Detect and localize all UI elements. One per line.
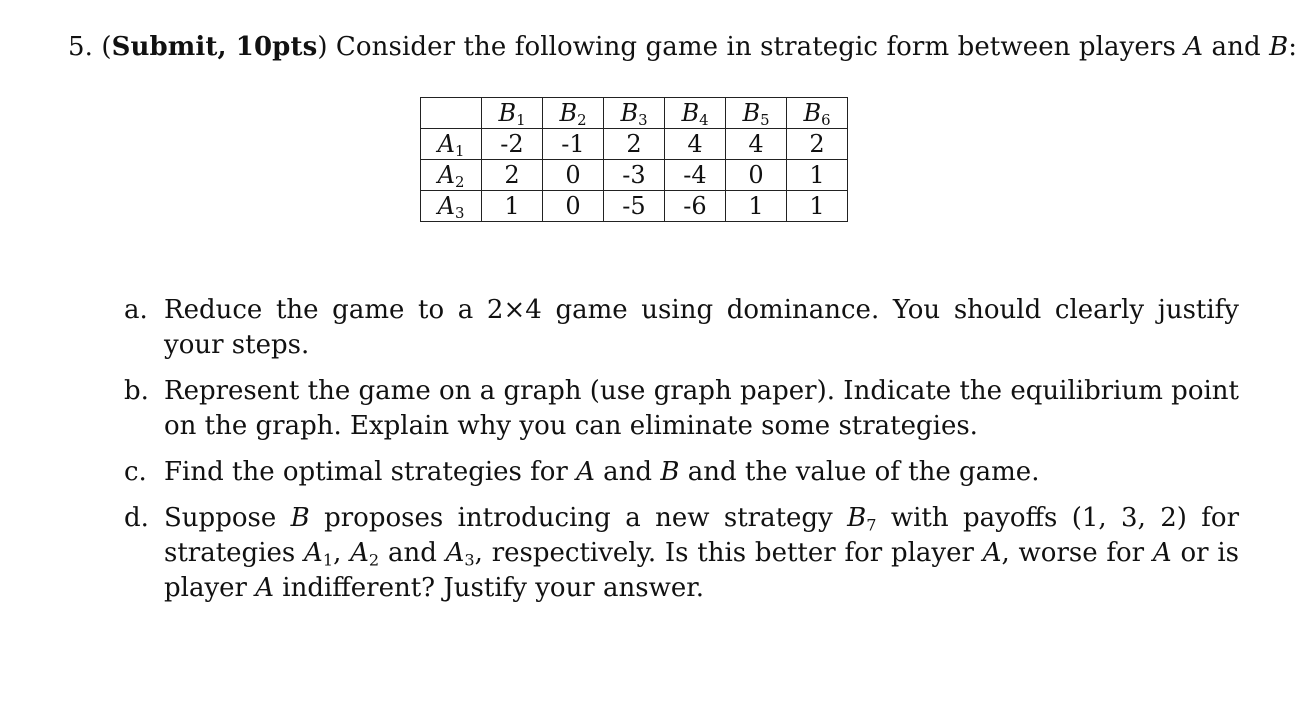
player-b: B xyxy=(1269,32,1289,62)
and-word: and xyxy=(1203,32,1270,62)
table-cell: -2 xyxy=(482,129,543,160)
table-cell: 2 xyxy=(482,160,543,191)
item-label: c. xyxy=(124,457,147,487)
col-header-b2: $B_2$ xyxy=(543,98,604,129)
item-text: Find the optimal strategies for A and B and the value of the game. xyxy=(164,457,1040,487)
col-header-b3: $B_3$ xyxy=(604,98,665,129)
question-item-d xyxy=(124,501,1239,606)
problem-statement xyxy=(68,28,1298,66)
row-header-a1: $A_1$ xyxy=(421,129,482,160)
open-paren: ( xyxy=(101,32,112,62)
table-cell: 4 xyxy=(665,129,726,160)
table-row xyxy=(421,160,848,191)
table-cell: 2 xyxy=(787,129,848,160)
table-row xyxy=(421,129,848,160)
question-list xyxy=(124,293,1239,617)
table-cell: 4 xyxy=(726,129,787,160)
row-header-a2: $A_2$ xyxy=(421,160,482,191)
table-cell: 2 xyxy=(604,129,665,160)
col-header-b4: $B_4$ xyxy=(665,98,726,129)
problem-text: Consider the following game in strategic form between players xyxy=(327,32,1185,62)
table-cell: -5 xyxy=(604,191,665,222)
item-text: Reduce the game to a 2×4 game using dominance. You should clearly justify your steps. xyxy=(164,295,1239,360)
player-a: A xyxy=(1184,32,1204,62)
item-text: Represent the game on a graph (use graph paper). Indicate the equilibrium point on the graph. Explain why you can eliminate some strategies. xyxy=(164,376,1239,441)
colon: : xyxy=(1288,32,1298,62)
question-item-b xyxy=(124,374,1239,444)
table-cell: 1 xyxy=(726,191,787,222)
table-cell: 1 xyxy=(787,191,848,222)
item-label: d. xyxy=(124,503,149,533)
question-item-c xyxy=(124,455,1239,490)
table-corner-cell xyxy=(421,98,482,129)
table-header-row xyxy=(421,98,848,129)
table-cell: -3 xyxy=(604,160,665,191)
question-item-a xyxy=(124,293,1239,363)
close-paren: ) xyxy=(317,32,328,62)
table-cell: -4 xyxy=(665,160,726,191)
problem-number: 5. xyxy=(68,32,94,62)
problem-tag: Submit, 10pts xyxy=(111,32,318,62)
col-header-b6: $B_6$ xyxy=(787,98,848,129)
payoff-table xyxy=(420,97,848,222)
table-cell: 1 xyxy=(482,191,543,222)
table-cell: 0 xyxy=(726,160,787,191)
item-label: a. xyxy=(124,295,148,325)
table-row xyxy=(421,191,848,222)
item-label: b. xyxy=(124,376,149,406)
table-cell: -1 xyxy=(543,129,604,160)
table-cell: 0 xyxy=(543,160,604,191)
table-cell: -6 xyxy=(665,191,726,222)
row-header-a3: $A_3$ xyxy=(421,191,482,222)
col-header-b5: $B_5$ xyxy=(726,98,787,129)
col-header-b1: $B_1$ xyxy=(482,98,543,129)
item-text: Suppose B proposes introducing a new strategy $B_7$ with payoffs (1, 3, 2) for strategies $A_1$, $A_2$ and $A_3$, respectively. Is this better for player A, worse for A or is player A indifferent? Justify your answer. xyxy=(164,503,1239,603)
table-cell: 1 xyxy=(787,160,848,191)
table-cell: 0 xyxy=(543,191,604,222)
